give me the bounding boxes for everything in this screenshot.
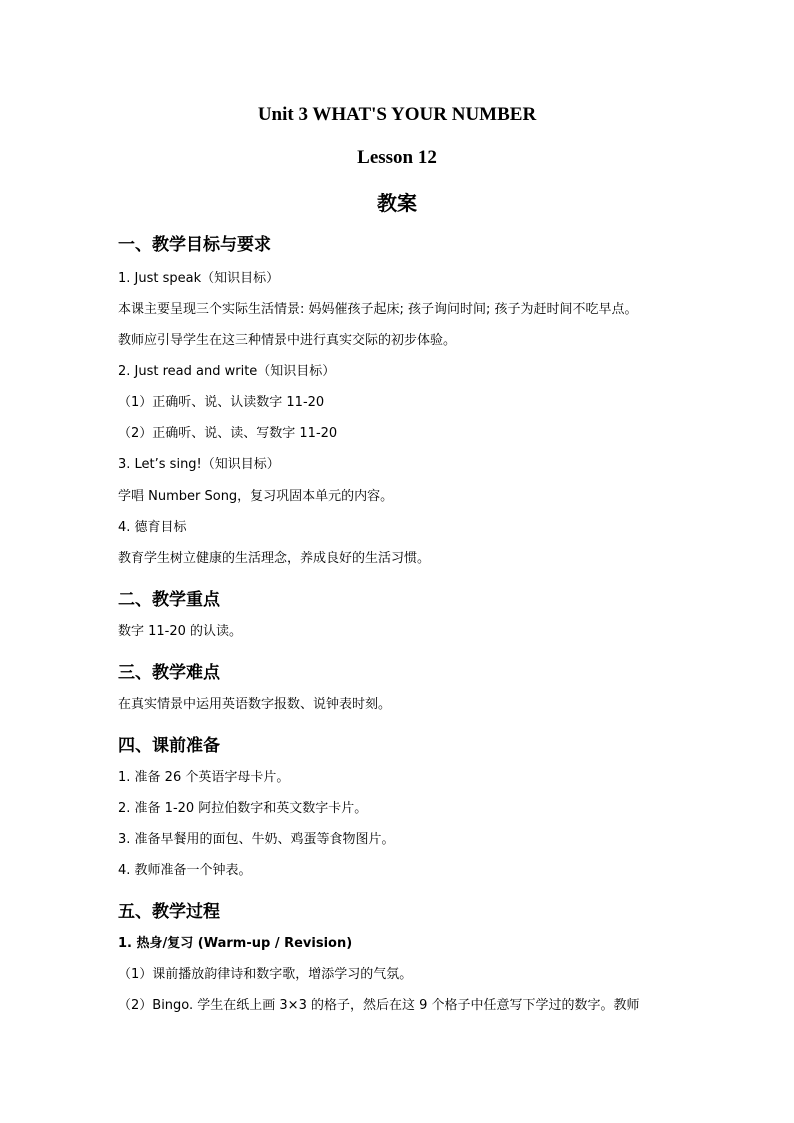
paragraph-line: 2. Just read and write（知识目标） — [118, 364, 336, 379]
paragraph-line: 本课主要呈现三个实际生活情景: 妈妈催孩子起床; 孩子询问时间; 孩子为赶时间不吃早点。 — [118, 302, 638, 317]
paragraph-line: 3. 准备早餐用的面包、牛奶、鸡蛋等食物图片。 — [118, 832, 395, 847]
paragraph-line: （1）课前播放韵律诗和数字歌，增添学习的气氛。 — [118, 967, 413, 982]
paragraph-line: 2. 准备 1-20 阿拉伯数字和英文数字卡片。 — [118, 801, 368, 816]
paragraph-line: 4. 德育目标 — [118, 520, 187, 535]
paragraph-line: （1）正确听、说、认读数字 11-20 — [118, 395, 325, 410]
section-heading-preparation: 四、课前准备 — [118, 736, 220, 756]
paragraph-line: （2）Bingo. 学生在纸上画 3×3 的格子，然后在这 9 个格子中任意写下学过的数字。教师 — [118, 998, 640, 1013]
subsection-heading-warmup: 1. 热身/复习 (Warm-up / Revision) — [118, 936, 353, 951]
paragraph-line: 在真实情景中运用英语数字报数、说钟表时刻。 — [118, 697, 392, 712]
paragraph-line: 4. 教师准备一个钟表。 — [118, 863, 252, 878]
paragraph-line: 3. Let’s sing!（知识目标） — [118, 457, 280, 472]
paragraph-line: 1. 准备 26 个英语字母卡片。 — [118, 770, 290, 785]
document-title: Unit 3 WHAT'S YOUR NUMBER — [257, 104, 537, 125]
paragraph-line: 1. Just speak（知识目标） — [118, 271, 280, 286]
paragraph-line: 教育学生树立健康的生活理念，养成良好的生活习惯。 — [118, 551, 431, 566]
paragraph-line: 数字 11-20 的认读。 — [118, 624, 243, 639]
section-heading-procedure: 五、教学过程 — [118, 902, 220, 922]
section-heading-difficulties: 三、教学难点 — [118, 663, 220, 683]
paragraph-line: 学唱 Number Song，复习巩固本单元的内容。 — [118, 489, 394, 504]
section-heading-key-points: 二、教学重点 — [118, 590, 220, 610]
doc-type-title: 教案 — [377, 191, 417, 215]
paragraph-line: （2）正确听、说、读、写数字 11-20 — [118, 426, 338, 441]
paragraph-line: 教师应引导学生在这三种情景中进行真实交际的初步体验。 — [118, 333, 457, 348]
section-heading-objectives: 一、教学目标与要求 — [118, 235, 271, 255]
lesson-title: Lesson 12 — [357, 147, 437, 168]
